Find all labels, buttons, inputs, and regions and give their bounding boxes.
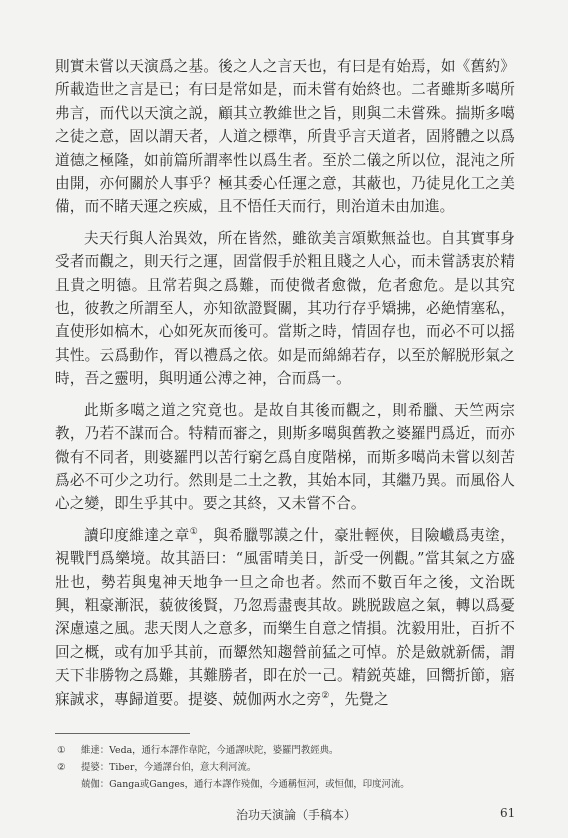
footnote-text: 維達：Veda，通行本譯作韋陀，今通譯吠陀，婆羅門教經典。 (81, 745, 339, 756)
page-number: 61 (500, 806, 516, 820)
footnote-text: 兢伽：Ganga或Ganges，通行本譯作殑伽，今通稱恒河，或恒伽，印度河流。 (81, 779, 410, 790)
footnote-ref: ① (189, 526, 199, 537)
footnote-ref: ② (321, 690, 330, 701)
paragraph (55, 524, 515, 711)
footnote-text: 提婆：Tiber，今通譯台伯，意大利河流。 (81, 762, 257, 773)
paragraph-text: 讀印度維達之章 (84, 526, 190, 544)
footnote-marker: ② (57, 762, 66, 773)
footnote-marker: ① (57, 745, 66, 756)
book-title: 治功天演論（手稿本） (236, 808, 357, 822)
footnote (57, 759, 517, 776)
footnote (57, 776, 517, 793)
paragraph (55, 399, 515, 516)
paragraph-text: 夫天行與人治異效，所在皆然，雖欲美言頌歎無益也。自其實事身受者而觀之，則天行之運，固當假手於粗且賤之人心，而未嘗誘衷於精且貴之明德。且常若與之爲難，而使微者愈微，危者愈危。是以其究也，彼教之所謂至人，亦知欲證賢關，其功行存乎矯拂，必絶情塞私，直使形如槁木，心如死灰而後可。當斯之時，情固存也，而必不可以摇其性。云爲動作，胥以禮爲之依。如是而綿綿若存，以至於解脱形氣之時，吾之靈明，與明通公溥之神，合而爲一。 (55, 229, 515, 388)
main-text (55, 55, 515, 719)
footnote (57, 742, 517, 759)
paragraph-text: 此斯多噶之道之究竟也。是故自其後而觀之，則希臘、天竺两宗教，乃若不謀而合。特精而審之，則斯多噶與舊教之婆羅門爲近，而亦微有不同者，則婆羅門以苦行窮乞爲自度階梯，而斯多噶尚未嘗以刻苦爲必不可少之功行。然則是二土之教，其始本同，其繼乃異。而風俗人心之變，即生乎其中。要之其終，又未嘗不合。 (55, 401, 515, 513)
footnote-divider (55, 733, 190, 734)
paragraph-text: ，與希臘鄂謨之什，豪壯輕俠，目險巇爲夷塗，視戰鬥爲樂境。故其語曰：“風雷晴美日，訢受一例觀。”當其氣之方盛壯也，勢若與鬼神天地争一旦之命也者。然而不數百年之後，文治既興，粗豪漸泯，藐彼後賢，乃忽焉盡喪其故。跳脱跋扈之氣，轉以爲憂深慮遠之風。悲天閔人之意多，而樂生自意之情損。沈毅用壯，百折不回之概，或有加乎其前，而顰然知趨營前猛之可悼。於是斂就新儒，謂天下非勝物之爲難，其難勝者，即在於一己。精鋭英雄，回嚮折節，寤寐誠求，專歸道要。提婆、兢伽两水之旁 (55, 526, 515, 708)
paragraph (55, 55, 515, 219)
page-footer (0, 806, 568, 822)
footnotes (57, 742, 517, 793)
paragraph (55, 227, 515, 391)
paragraph-text: ，先覺之 (329, 690, 389, 708)
paragraph-text: 則實未嘗以天演爲之基。後之人之言天也，有曰是有始焉，如《舊約》所載造世之言是已；有曰是常如是，而未嘗有始終也。二者雖斯多噶所弗言，而代以天演之説，顧其立教維世之旨，則與二未嘗殊。揣斯多噶之徒之意，固以謂天者，人道之標準，所貴乎言天道者，固將體之以爲道德之極隆，如前篇所謂率性以爲生者。至於二儀之所以位，混沌之所由開，亦何關於人事乎？極其委心任運之意，其蔽也，乃徒見化工之美備，而不睹天運之疾威，且不悟任天而行，則治道未由加進。 (55, 58, 515, 216)
